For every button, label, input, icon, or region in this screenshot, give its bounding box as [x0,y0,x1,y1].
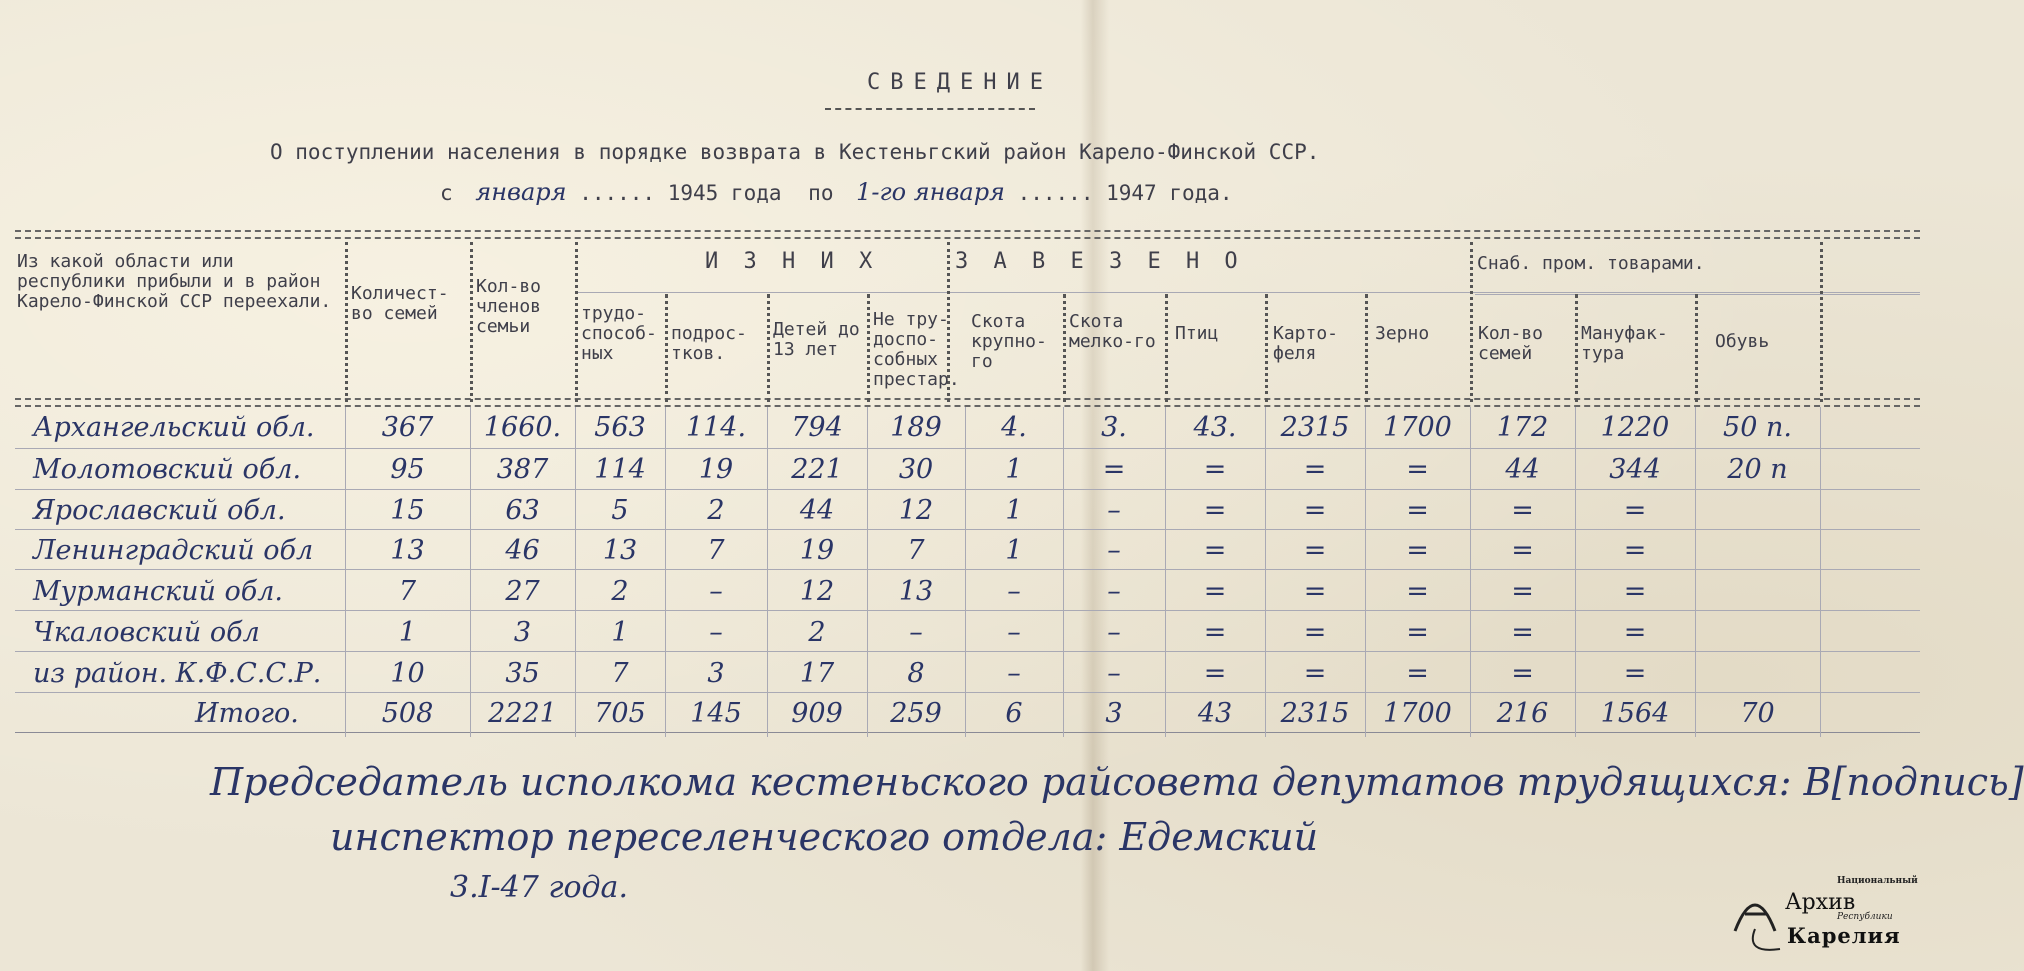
row-6-col-4: – [709,617,723,648]
row-1-col-12: 172 [1496,412,1549,443]
row-2-col-9: = [1203,454,1227,485]
row-line-3 [15,529,1920,530]
group-header-zavezeno: З А В Е З Е Н О [955,249,1244,274]
archive-logo-line1: Национальный [1837,876,1918,886]
header-col-sep-10 [1265,294,1268,402]
archive-logo-line2: Архив [1785,890,1856,915]
date-from-year: 1945 года [667,181,782,205]
row-2-region: Молотовский обл. [33,454,302,485]
row-total-col-6: 259 [890,698,942,729]
row-7-col-5: 17 [799,658,835,689]
date-dots-2: ...... [1017,181,1094,205]
row-3-region: Ярославский обл. [33,495,286,526]
row-7-col-6: 8 [907,658,925,689]
column-header-textiles: Мануфак-тура [1581,323,1668,364]
archive-logo-flourish-icon [1753,929,1780,950]
row-total-col-13: 1564 [1600,698,1670,729]
row-3-col-7: 1 [1005,495,1023,526]
row-4-col-3: 13 [602,535,638,566]
row-2-col-13: 344 [1609,454,1661,485]
date-from-prefix: с [440,181,453,205]
row-7-region: из район. К.Ф.С.С.Р. [33,658,322,689]
row-5-col-2: 27 [505,576,540,607]
row-2-col-5: 221 [791,454,843,485]
row-5-col-9: = [1203,576,1227,607]
row-6-col-8: – [1107,617,1121,648]
row-total-col-2: 2221 [488,698,557,729]
row-7-col-1: 10 [390,658,425,689]
signature-chairman-line: Председатель исполкома кестеньского райсовета депутатов трудящихся: В[подпись] [210,760,2024,804]
header-bottom-rule-1 [15,398,1920,400]
row-4-col-12: = [1511,535,1534,566]
row-3-col-3: 5 [611,495,629,526]
row-line-5 [15,610,1920,611]
header-col-sep-5 [767,294,770,402]
header-col-sep-8 [1063,294,1066,402]
row-7-col-7: – [1007,658,1021,689]
row-7-col-8: – [1107,658,1121,689]
row-total-col-9: 43 [1197,698,1233,729]
column-header-teenagers: подрос-тков. [671,323,747,364]
row-1-col-3: 563 [594,412,646,443]
row-total-col-14: 70 [1740,698,1775,729]
row-3-col-8: – [1107,495,1121,526]
row-1-col-5: 794 [791,412,843,443]
row-4-col-10: = [1303,535,1327,566]
row-6-col-7: – [1007,617,1021,648]
row-line-1 [15,448,1920,449]
row-3-col-4: 2 [707,495,725,526]
archive-logo-letter-icon [1735,905,1775,931]
row-total-col-11: 1700 [1383,698,1452,729]
row-6-col-1: 1 [398,617,417,648]
header-col-sep-13 [1575,294,1578,402]
row-4-col-6: 7 [907,535,925,566]
row-line-7 [15,692,1920,693]
row-4-col-7: 1 [1005,535,1023,566]
row-6-col-13: = [1623,617,1647,648]
row-total-col-3: 705 [594,698,646,729]
row-6-region: Чкаловский обл [33,617,260,648]
group-header-snab: Снаб. пром. товарами. [1477,253,1705,274]
row-6-col-9: = [1203,617,1227,648]
row-1-col-9: 43. [1193,412,1237,443]
row-1-col-14: 50 п. [1723,412,1792,443]
row-2-col-6: 30 [898,454,934,485]
column-header-members: Кол-во членов семьи [476,276,542,337]
header-col-sep-15 [1820,242,1823,402]
row-3-col-9: = [1203,495,1227,526]
header-col-sep-6 [867,294,870,402]
row-6-col-6: – [909,617,923,648]
header-col-sep-1 [345,242,348,402]
row-5-col-11: = [1406,576,1429,607]
column-header-elderly: Не тру-доспо-собных престар. [873,309,960,390]
row-4-col-4: 7 [707,535,725,566]
row-5-col-4: – [709,576,723,607]
date-from-handwritten: января [475,178,567,206]
row-total-col-8: 3 [1105,698,1123,729]
date-line [440,178,1233,206]
row-3-col-5: 44 [799,495,835,526]
row-1-col-7: 4. [1001,412,1027,443]
row-total-col-10: 2315 [1280,698,1350,729]
row-7-col-10: = [1303,658,1327,689]
row-total-col-1: 508 [381,698,434,729]
column-header-snab-families: Кол-во семей [1478,323,1544,364]
row-6-col-10: = [1303,617,1327,648]
row-3-col-2: 63 [505,495,540,526]
row-4-col-11: = [1406,535,1429,566]
date-to-year: 1947 года. [1106,181,1233,205]
row-3-col-11: = [1406,495,1429,526]
data-table [15,232,1920,742]
row-2-col-7: 1 [1005,454,1023,485]
row-5-region: Мурманский обл. [33,576,283,607]
row-5-col-6: 13 [898,576,934,607]
row-2-col-11: = [1406,454,1429,485]
row-2-col-1: 95 [390,454,425,485]
group-header-iz-nih: И З Н И Х [705,249,879,274]
row-total-col-12: 216 [1496,698,1549,729]
header-col-sep-4 [665,294,668,402]
row-total-col-5: 909 [791,698,843,729]
row-5-col-13: = [1623,576,1647,607]
row-1-region: Архангельский обл. [33,412,315,443]
column-header-cattle: Скота крупно-го [971,311,1047,372]
column-header-potatoes: Карто-феля [1273,323,1339,364]
row-4-col-5: 19 [799,535,835,566]
column-header-footwear: Обувь [1715,331,1770,352]
signature-date: 3.I-47 года. [450,870,628,905]
archive-logo-line3: Республики [1837,912,1893,922]
row-line-4 [15,569,1920,570]
date-to-handwritten: 1-го января [856,178,1005,206]
col-line-15 [1820,407,1821,737]
row-4-col-1: 13 [390,535,425,566]
row-6-col-11: = [1406,617,1429,648]
row-4-region: Ленинградский обл [33,535,314,566]
row-7-col-4: 3 [707,658,725,689]
header-bottom-rule-2 [15,405,1920,407]
column-header-families: Количест-во семей [351,283,449,324]
row-5-col-12: = [1511,576,1534,607]
row-1-col-11: 1700 [1383,412,1452,443]
row-total-label: Итого. [195,698,299,729]
date-to-prefix: по [808,181,834,205]
row-2-col-8: = [1102,454,1126,485]
header-col-sep-12 [1470,242,1473,402]
row-total-col-7: 6 [1005,698,1023,729]
archive-logo [1725,869,1918,959]
row-5-col-3: 2 [611,576,629,607]
row-6-col-3: 1 [611,617,629,648]
column-header-grain: Зерно [1375,323,1430,344]
row-line-8 [15,732,1920,733]
header-col-sep-14 [1695,294,1698,402]
row-7-col-2: 35 [505,658,540,689]
row-5-col-1: 7 [398,576,417,607]
row-1-col-13: 1220 [1600,412,1670,443]
column-header-children: Детей до 13 лет [773,319,860,360]
row-6-col-5: 2 [808,617,826,648]
row-5-col-5: 12 [799,576,835,607]
column-header-region: Из какой области или республики прибыли и в район Карело-Финской ССР переехали. [17,251,332,312]
row-3-col-1: 15 [390,495,425,526]
row-1-col-1: 367 [381,412,434,443]
row-5-col-8: – [1107,576,1121,607]
row-2-col-3: 114 [594,454,646,485]
title-underline [825,108,1035,110]
header-col-sep-11 [1365,294,1368,402]
header-col-sep-9 [1165,294,1168,402]
row-total-col-4: 145 [690,698,742,729]
document-title: СВЕДЕНИЕ [867,70,1053,95]
row-1-col-10: 2315 [1280,412,1350,443]
row-2-col-2: 387 [496,454,549,485]
document-subtitle: О поступлении населения в порядке возврата в Кестеньгский район Карело-Финской ССР. [270,140,1320,164]
row-7-col-3: 7 [611,658,629,689]
row-3-col-13: = [1623,495,1647,526]
column-header-small-livestock: Скота мелко-го [1069,311,1156,352]
row-5-col-7: – [1007,576,1021,607]
header-divider-iz-nih [575,292,945,293]
header-col-sep-2 [470,242,473,402]
row-4-col-9: = [1203,535,1227,566]
archive-logo-line4: Карелия [1787,923,1901,948]
column-header-poultry: Птиц [1175,323,1219,344]
row-1-col-2: 1660. [483,412,562,443]
row-6-col-2: 3 [513,617,532,648]
row-4-col-8: – [1107,535,1121,566]
column-header-able-bodied: трудо-способ-ных [581,303,657,364]
header-divider-zavezeno [945,292,1920,293]
row-line-2 [15,489,1920,490]
signature-inspector-line: инспектор переселенческого отдела: Едемский [330,815,1319,859]
row-2-col-4: 19 [698,454,734,485]
row-7-col-9: = [1203,658,1227,689]
header-col-sep-3 [575,242,578,402]
row-2-col-10: = [1303,454,1327,485]
row-7-col-11: = [1406,658,1429,689]
row-3-col-10: = [1303,495,1327,526]
row-1-col-4: 114. [685,412,747,443]
date-dots-1: ...... [579,181,656,205]
row-3-col-6: 12 [898,495,934,526]
row-line-6 [15,651,1920,652]
row-6-col-12: = [1511,617,1534,648]
row-2-col-14: 20 п [1727,454,1788,485]
row-5-col-10: = [1303,576,1327,607]
row-2-col-12: 44 [1505,454,1540,485]
row-7-col-12: = [1511,658,1534,689]
row-1-col-6: 189 [890,412,942,443]
row-7-col-13: = [1623,658,1647,689]
row-3-col-12: = [1511,495,1534,526]
row-4-col-13: = [1623,535,1647,566]
row-4-col-2: 46 [505,535,540,566]
row-1-col-8: 3. [1101,412,1127,443]
